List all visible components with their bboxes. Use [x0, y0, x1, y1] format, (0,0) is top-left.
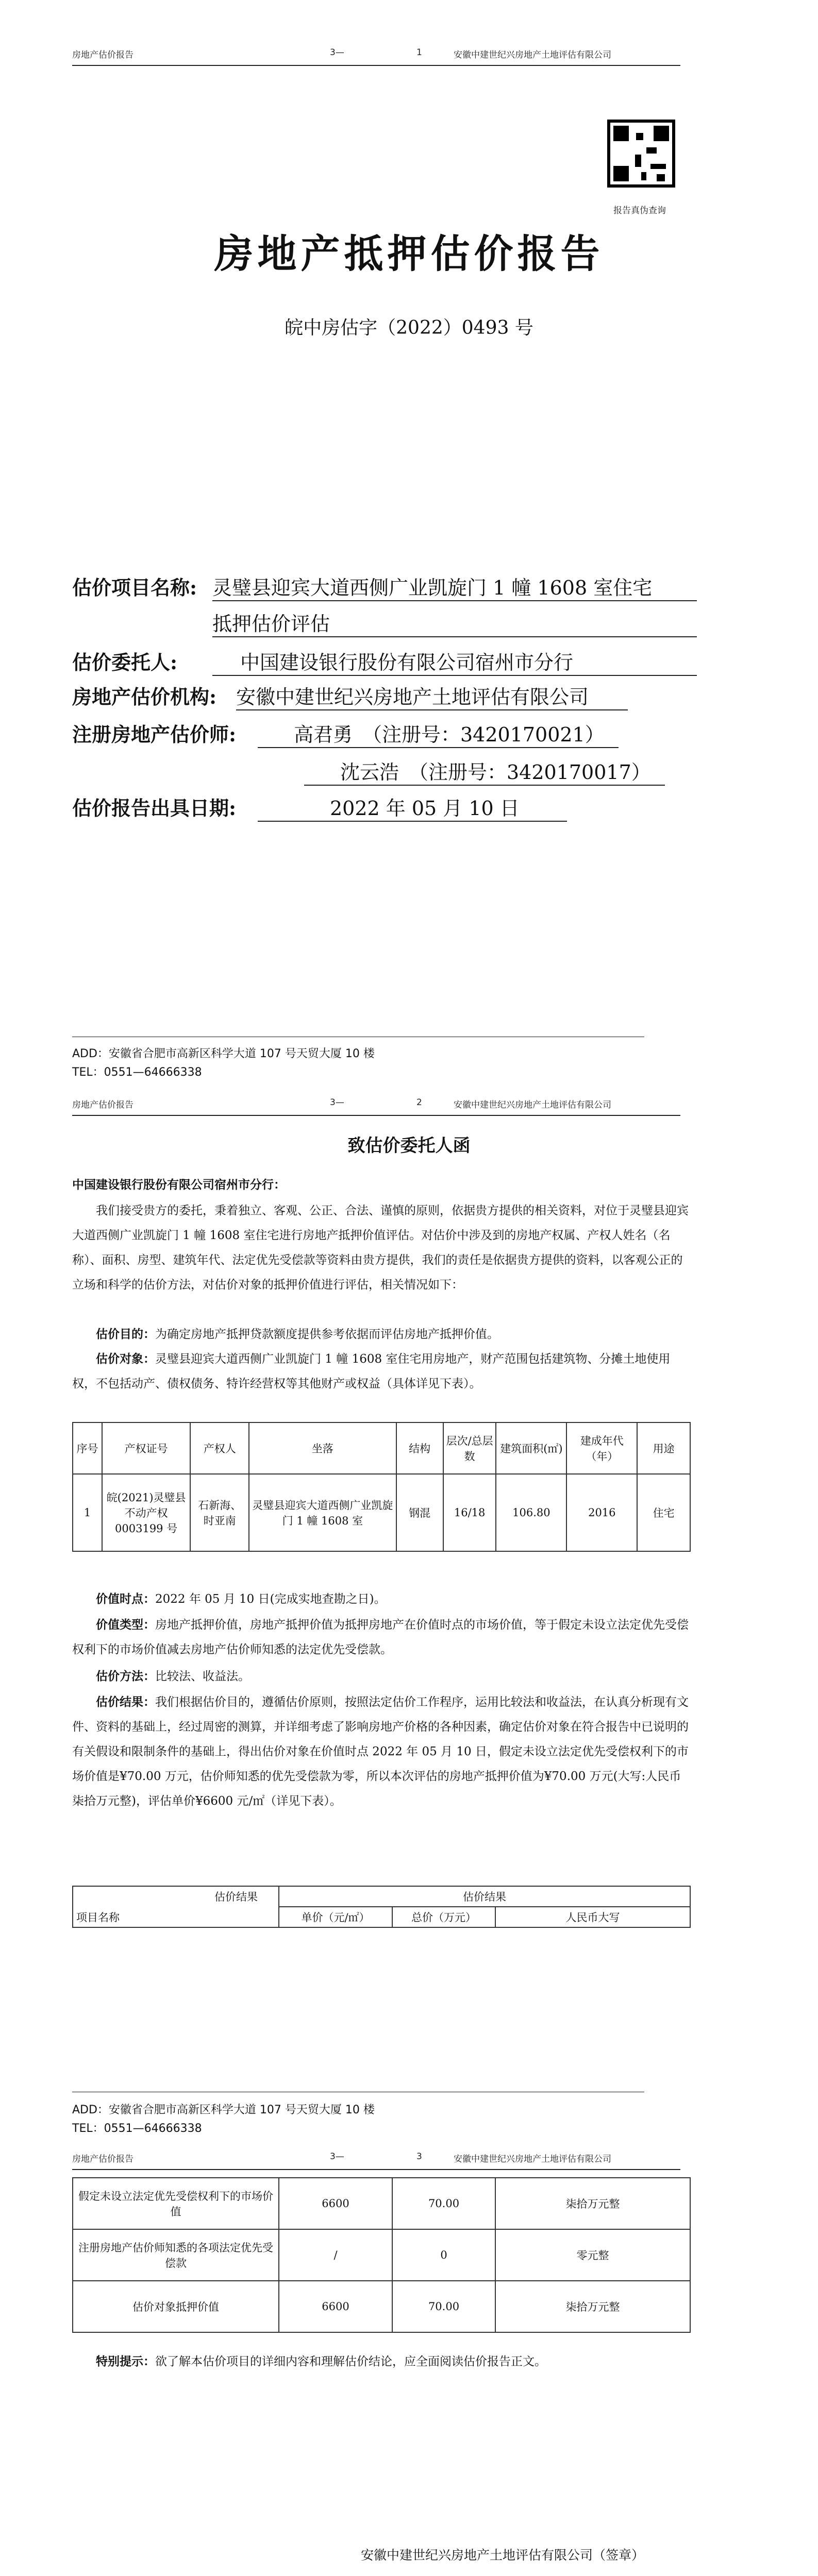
table-header: 产权人 — [190, 1422, 249, 1474]
table-header: 坐落 — [249, 1422, 396, 1474]
type-paragraph — [72, 1613, 691, 1662]
col-unit: 单价（元/㎡） — [279, 1907, 392, 1927]
property-table — [72, 1422, 691, 1552]
table-cell: 钢混 — [396, 1474, 443, 1551]
letter-title: 致估价委托人函 — [347, 1136, 471, 1156]
qr-code-icon[interactable] — [607, 120, 675, 188]
footer-address: ADD：安徽省合肥市高新区科学大道 107 号天贸大厦 10 楼 — [72, 2104, 375, 2116]
purpose-paragraph — [96, 1322, 691, 1347]
date-paragraph — [96, 1587, 691, 1612]
row-unit: 6600 — [279, 2178, 392, 2229]
table-cell: 106.80 — [496, 1474, 566, 1551]
footer-tel: TEL：0551—64666338 — [72, 2122, 202, 2135]
corner-top: 估价结果 — [214, 1891, 258, 1903]
intro-paragraph: 我们接受贵方的委托，秉着独立、客观、公正、合法、谨慎的原则，依据贵方提供的相关资料，对位于灵璧县迎宾大道西侧广业凯旋门 1 幢 1608 室住宅进行房地产抵押价值评估。对估价中涉及到的房地产权属、产权人姓名（名称）、面积、房型、建筑年代、法定优先受偿款等资料由贵方提供，我们的责任是依据贵方提供的资料，以客观公正的立场和科学的估价方法，对估价对象的抵押价值进行评估，相关情况如下： — [72, 1204, 689, 1292]
header-page: 3— — [330, 47, 344, 58]
row-unit: 6600 — [279, 2281, 392, 2332]
table-header: 建成年代（年） — [566, 1422, 637, 1474]
qr-caption: 报告真伪查询 — [613, 206, 666, 216]
agency-value: 安徽中建世纪兴房地产土地评估有限公司 — [236, 681, 628, 710]
table-header: 结构 — [396, 1422, 443, 1474]
corner-bottom: 项目名称 — [76, 1911, 120, 1924]
object-text: 灵璧县迎宾大道西侧广业凯旋门 1 幢 1608 室住宅用房地产，财产范围包括建筑物、分摊土地使用权，不包括动产、债权债务、特许经营权等其他财产或权益（具体详见下表）。 — [72, 1352, 671, 1391]
date-value: 2022 年 05 月 10 日 — [258, 792, 567, 822]
row-total: 70.00 — [392, 2178, 495, 2229]
table-cell: 皖(2021)灵璧县不动产权0003199 号 — [102, 1474, 190, 1551]
table-cell: 2016 — [566, 1474, 637, 1551]
header-rule — [72, 1115, 680, 1116]
date-label: 估价报告出具日期: — [72, 796, 237, 820]
corner-cell — [73, 1886, 279, 1927]
appraiser-label: 注册房地产估价师: — [72, 723, 237, 746]
table-header: 序号 — [73, 1422, 102, 1474]
footer-address: ADD：安徽省合肥市高新区科学大道 107 号天贸大厦 10 楼 — [72, 1047, 375, 1060]
table-cell: 住宅 — [637, 1474, 690, 1551]
table-cell: 16/18 — [443, 1474, 496, 1551]
table-header: 产权证号 — [102, 1422, 190, 1474]
header-rule — [72, 65, 680, 66]
type-label: 价值类型： — [96, 1618, 155, 1632]
result-paragraph — [72, 1690, 691, 1814]
special-paragraph — [96, 2349, 691, 2374]
row-total: 70.00 — [392, 2281, 495, 2332]
addressee: 中国建设银行股份有限公司宿州市分行： — [72, 1178, 286, 1192]
type-text: 房地产抵押价值，房地产抵押价值为抵押房地产在价值时点的市场价值，等于假定未设立法定优先受偿权利下的市场价值减去房地产估价师知悉的法定优先受偿款。 — [72, 1618, 689, 1656]
table-row — [73, 1474, 690, 1551]
header-right: 安徽中建世纪兴房地产土地评估有限公司 — [454, 50, 611, 60]
col-upper: 人民币大写 — [495, 1907, 690, 1927]
table-cell: 灵璧县迎宾大道西侧广业凯旋门 1 幢 1608 室 — [249, 1474, 396, 1551]
header-left: 房地产估价报告 — [72, 50, 133, 60]
method-label: 估价方法： — [96, 1669, 155, 1683]
date-label: 价值时点： — [96, 1592, 155, 1606]
header-page: 3— — [330, 2151, 344, 2162]
appraiser-1: 高君勇 （注册号：3420170021） — [258, 719, 619, 748]
row-upper: 柒拾万元整 — [495, 2281, 690, 2332]
table-header: 建筑面积(㎡) — [496, 1422, 566, 1474]
col-total: 总价（万元） — [392, 1907, 495, 1927]
report-title: 房地产抵押估价报告 — [214, 231, 604, 277]
header-rule — [72, 2169, 680, 2170]
purpose-text: 为确定房地产抵押贷款额度提供参考依据而评估房地产抵押价值。 — [155, 1328, 499, 1341]
table-row — [73, 2281, 690, 2332]
table-header: 层次/总层数 — [443, 1422, 496, 1474]
header-num: 3 — [416, 2151, 422, 2162]
date-text: 2022 年 05 月 10 日(完成实地查勘之日)。 — [155, 1592, 386, 1606]
result-table — [72, 2177, 691, 2333]
table-header: 用途 — [637, 1422, 690, 1474]
special-label: 特别提示： — [96, 2354, 155, 2368]
client-value: 中国建设银行股份有限公司宿州市分行 — [212, 647, 697, 676]
project-value: 灵璧县迎宾大道西侧广业凯旋门 1 幢 1608 室住宅 — [212, 572, 697, 601]
result-label: 估价结果： — [96, 1695, 155, 1709]
method-paragraph — [96, 1664, 691, 1689]
row-name: 估价对象抵押价值 — [73, 2281, 279, 2332]
result-table-header — [72, 1886, 691, 1928]
method-text: 比较法、收益法。 — [155, 1670, 250, 1683]
special-text: 欲了解本估价项目的详细内容和理解估价结论，应全面阅读估价报告正文。 — [155, 2355, 546, 2368]
group-header: 估价结果 — [279, 1886, 690, 1907]
signature-company: 安徽中建世纪兴房地产土地评估有限公司（签章） — [361, 2548, 645, 2563]
header-right: 安徽中建世纪兴房地产土地评估有限公司 — [454, 2154, 611, 2164]
object-label: 估价对象： — [96, 1352, 155, 1366]
purpose-label: 估价目的： — [96, 1327, 155, 1341]
report-number: 皖中房估字（2022）0493 号 — [285, 317, 533, 338]
header-page: 3— — [330, 1097, 344, 1108]
header-num: 2 — [416, 1097, 422, 1108]
header-right: 安徽中建世纪兴房地产土地评估有限公司 — [454, 1100, 611, 1110]
footer-tel: TEL：0551—64666338 — [72, 1066, 202, 1079]
project-value-cont: 抵押估价评估 — [212, 608, 697, 637]
agency-label: 房地产估价机构: — [72, 685, 217, 708]
table-header-row — [73, 1422, 690, 1474]
project-label: 估价项目名称: — [72, 576, 197, 599]
table-row — [73, 2229, 690, 2281]
header-left: 房地产估价报告 — [72, 2154, 133, 2164]
table-cell: 1 — [73, 1474, 102, 1551]
table-cell: 石新海、时亚南 — [190, 1474, 249, 1551]
header-left: 房地产估价报告 — [72, 1100, 133, 1110]
row-upper: 零元整 — [495, 2229, 690, 2281]
row-upper: 柒拾万元整 — [495, 2178, 690, 2229]
object-paragraph — [72, 1347, 691, 1396]
row-name: 假定未设立法定优先受偿权利下的市场价值 — [73, 2178, 279, 2229]
row-name: 注册房地产估价师知悉的各项法定优先受偿款 — [73, 2229, 279, 2281]
row-total: 0 — [392, 2229, 495, 2281]
appraiser-2: 沈云浩 （注册号：3420170017） — [304, 756, 665, 786]
client-label: 估价委托人: — [72, 651, 178, 674]
header-num: 1 — [416, 47, 422, 58]
table-row — [73, 2178, 690, 2229]
result-text: 我们根据估价目的，遵循估价原则，按照法定估价工作程序，运用比较法和收益法，在认真分析现有文件、资料的基础上，经过周密的测算，并详细考虑了影响房地产价格的各种因素，确定估价对象在符合报告中已说明的有关假设和限制条件的基础上，得出估价对象在价值时点 2022 年 05 月 10 日，假定未设立法定优先受偿权利下的市场价值是¥70.00 万元，估价师知悉的优先受偿款为零，所以本次评估的房地产抵押价值为¥70.00 万元(大写:人民币柒拾万元整)，评估单价¥6600 元/㎡（详见下表）。 — [72, 1696, 689, 1808]
row-unit: / — [279, 2229, 392, 2281]
